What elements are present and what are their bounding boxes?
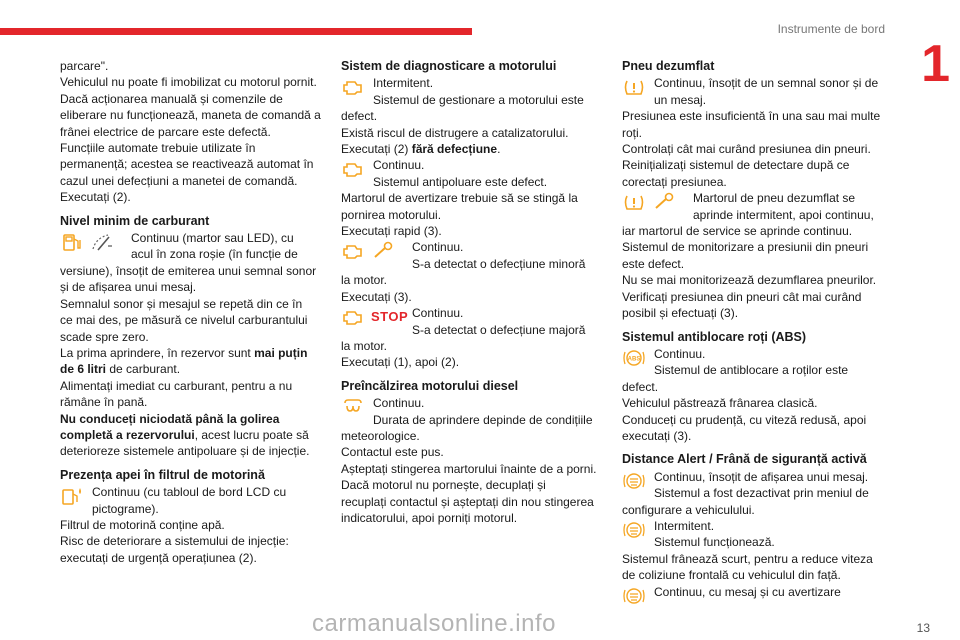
text-line: ce mai des, pe măsură ce nivelul carburantului [60,313,308,328]
abs-icon [622,348,646,368]
tyre-item-2 [622,190,884,223]
column-2 [341,58,603,526]
text-line: indicatorului, apoi porniți motorul. [341,510,518,525]
text-line: parcare". [60,59,109,73]
text-line: corectați presiunea. [622,174,727,189]
text-line: deterioreze sistemele antipoluare și de injecție. [60,444,310,459]
text-line: Executați (2) fără defecțiune. [341,142,501,157]
text-line: Continuu. [412,306,464,321]
engine-icon [341,307,365,327]
text-line: cazul unei defecțiuni a manetei de comandă. [60,173,298,188]
flat-tyre-icon [622,192,646,212]
text-line: Conduceți cu prudență, cu viteză redusă, apoi [622,412,867,427]
abs-heading: Sistemul antiblocare roți (ABS) [622,329,807,344]
text-line: un mesaj. [654,92,707,107]
diesel-heading: Preîncălzirea motorului diesel [341,378,519,393]
column-3 [622,58,884,606]
text-line: La prima aprindere, în rezervor sunt mai puțin [60,345,308,360]
stop-icon: STOP [371,308,409,324]
da-item-1 [622,469,884,502]
text-line: defect. [622,379,659,394]
fuel-gauge-icon [90,232,114,252]
text-line: Executați (3). [341,289,412,304]
text-line: permanență; acestea se reactivează automat în [60,157,314,172]
text-line: configurare a vehiculului. [622,502,755,517]
text-line: acul în zona roșie (în funcție de [131,247,298,262]
text-line: posibil și efectuați (3). [622,306,739,321]
text-line: Verificați presiunea din pneuri cât mai curând [622,289,862,304]
fuel-warning-item [60,230,322,263]
collision-alert-icon [622,471,646,491]
text-line: Presiunea este insuficientă în una sau mai multe [622,109,881,124]
text-line: Continuu, însoțit de afișarea unui mesaj. [654,469,869,484]
tyre-heading: Pneu dezumflat [622,59,715,73]
text-line: este defect. [622,256,685,271]
text-line: Funcțiile automate trebuie utilizate în [60,141,256,156]
diag-item-3 [341,239,603,272]
text-line: completă a rezervorului, acest lucru poate să [60,427,309,442]
text-line: executați (3). [622,428,692,443]
water-warning-item [60,484,322,517]
da-item-2 [622,518,884,551]
text-line: defect. [341,109,378,124]
tyre-item-1 [622,75,884,108]
watermark: carmanualsonline.info [312,610,556,637]
engine-icon [341,159,365,179]
text-line: Vehiculul păstrează frânarea clasică. [622,396,818,411]
page-number: 13 [916,621,930,635]
text-line: la motor. [341,338,388,353]
text-line: Dacă acționarea manuală și comenzile de [60,91,283,106]
text-line: Continuu. [373,396,425,411]
text-line: Vehiculul nu poate fi imobilizat cu motorul pornit. [60,75,317,90]
text-line: de coliziune frontală cu vehiculul din față. [622,568,841,583]
water-heading: Prezența apei în filtrul de motorină [60,467,265,482]
wrench-icon [652,192,676,212]
text-line: Executați (2). [60,190,131,205]
engine-icon [341,77,365,97]
text-line: Sistemul de monitorizare a presiunii din pneuri [622,240,869,255]
diag-item-2 [341,157,603,190]
text-line: Sistemul frânează scurt, pentru a reduce viteza [622,551,873,566]
fuel-pump-icon [60,232,84,252]
text-line: roți. [622,125,643,140]
text-line: Continuu. [412,240,464,255]
text-line: Durata de aprindere depinde de condițiile [373,412,593,427]
engine-icon [341,241,365,261]
text-line: S-a detectat o defecțiune majoră [412,322,586,337]
text-line: Alimentați imediat cu carburant, pentru a nu [60,378,293,393]
text-line: scade spre zero. [60,329,149,344]
text-line: Risc de deteriorare a sistemului de injecție: [60,534,289,549]
text-line: Există riscul de distrugere a catalizatorului. [341,125,569,140]
diag-heading: Sistem de diagnosticare a motorului [341,59,557,73]
text-line: Reinițializați sistemul de detectare după ce [622,158,850,173]
text-line: Sistemul antipoluare este defect. [373,174,548,189]
text-line: pictograme). [92,501,159,516]
text-line: recuplați contactul și așteptați din nou stingerea [341,494,594,509]
text-line: Filtrul de motorină conține apă. [60,517,225,532]
diag-item-1 [341,75,603,108]
text-line: Continuu, însoțit de un semnal sonor și de [654,76,879,91]
text-line: versiune), însoțit de emiterea unui semnal sonor [60,263,317,278]
text-line: Nu se mai monitorizează dezumflarea pneurilor. [622,273,877,288]
text-line: Sistemul de gestionare a motorului este [373,92,584,107]
text-line: de 6 litri de carburant. [60,362,181,377]
text-line: Nu conduceți niciodată până la golirea [60,411,280,426]
text-line: eliberare nu funcționează, maneta de comandă a [60,108,321,123]
text-line: executați de urgență operațiunea (2). [60,550,257,565]
text-line: pornirea motorului. [341,207,442,222]
text-line: rămâne în pană. [60,395,148,410]
text-line: Semnalul sonor și mesajul se repetă din ce în [60,296,303,311]
text-line: Executați rapid (3). [341,224,442,239]
text-line: Continuu (cu tabloul de bord LCD cu [92,485,287,500]
text-line: Contactul este pus. [341,445,444,460]
water-in-fuel-icon [60,486,84,506]
text-line: Controlați cât mai curând presiunea din pneuri. [622,142,871,157]
column-1 [60,58,322,566]
collision-alert-icon [622,520,646,540]
text-line: Martorul de avertizare trebuie să se stingă la [341,191,578,206]
text-line: meteorologice. [341,428,420,443]
wrench-icon [371,241,395,261]
text-line: aprinde intermitent, apoi continuu, [693,207,874,222]
text-line: Sistemul a fost dezactivat prin meniul de [654,486,869,501]
text-line: frânei electrice de parcare este defectă. [60,124,271,139]
text-line: Dacă motorul nu pornește, decuplați și [341,478,546,493]
text-line: Continuu (martor sau LED), cu [131,231,294,246]
fuel-heading: Nivel minim de carburant [60,213,210,228]
top-red-bar [0,28,472,35]
text-line: la motor. [341,273,388,288]
chapter-number: 1 [921,35,950,93]
text-line: iar martorul de service se aprinde continuu. [622,224,853,239]
diesel-item [341,395,603,428]
text-line: Intermitent. [654,518,715,533]
text-line: Sistemul de antiblocare a roților este [654,363,849,378]
text-line: Continuu, cu mesaj și cu avertizare [654,584,841,599]
text-line: Martorul de pneu dezumflat se [693,191,856,206]
da-item-3 [622,584,884,606]
diag-item-4 [341,305,603,338]
collision-alert-icon [622,586,646,606]
flat-tyre-icon [622,77,646,97]
text-line: Sistemul funcționează. [654,535,775,550]
text-line: S-a detectat o defecțiune minoră [412,256,586,271]
abs-item [622,346,884,379]
text-line: Continuu. [654,346,706,361]
section-title: Instrumente de bord [777,22,885,36]
text-line: Executați (1), apoi (2). [341,355,460,370]
text-line: Continuu. [373,158,425,173]
text-line: și de afișarea unui mesaj. [60,280,197,295]
text-line: Intermitent. [373,76,434,91]
svg-text:ABS: ABS [627,356,641,363]
distance-alert-heading: Distance Alert / Frână de siguranță activă [622,452,867,467]
glow-plug-icon [341,397,365,417]
text-line: Așteptați stingerea martorului înainte de a porni. [341,461,597,476]
